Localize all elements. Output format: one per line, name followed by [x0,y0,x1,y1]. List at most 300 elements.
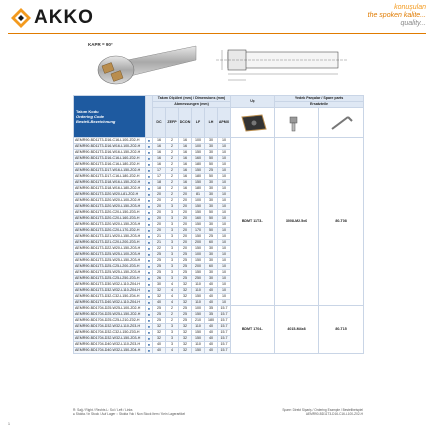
dimension-cell: 32 [179,300,192,306]
dimension-cell: 50 [205,174,218,180]
dimension-cell: 17 [153,174,166,180]
dimension-cell: 30 [205,270,218,276]
stock-dot-icon: ● [146,306,153,312]
dimension-cell: 30 [205,198,218,204]
dimension-cell: 30 [205,246,218,252]
dimension-cell: 22 [153,246,166,252]
col-header: APMX [218,108,231,138]
dimension-cell: 3 [166,336,179,342]
dimension-cell: 17 [153,168,166,174]
dimension-cell: 210 [192,318,205,324]
dimension-cell: 32 [179,342,192,348]
dimension-cell: 150 [192,168,205,174]
dimension-cell: 150 [192,222,205,228]
dimension-cell: 150 [192,348,205,354]
dimension-cell: 50 [205,210,218,216]
ordering-code-cell: AEMR90-BD11T3-D21-W20-L150-Z03-H [74,234,146,240]
ordering-code-cell: AEMR90-BD11T3-D32-W32-L110-Z04-H [74,288,146,294]
tool-photo [88,40,198,92]
dimension-cell: 30 [205,252,218,258]
dimension-cell: 50 [205,228,218,234]
dimension-cell: 2 [166,138,179,144]
col-header: DCON [179,108,192,138]
dimension-cell: 4 [166,288,179,294]
dimension-cell: 10 [218,294,231,300]
stock-dot-icon: ● [146,252,153,258]
dimension-cell: 10 [218,252,231,258]
ordering-code-en: Ordering Code [76,114,105,119]
dimension-cell: 16 [179,174,192,180]
dimension-cell: 150 [192,210,205,216]
header-divider [8,33,426,34]
dimension-cell: 10 [218,204,231,210]
dimension-cell: 16 [179,180,192,186]
dimension-cell: 16 [153,150,166,156]
dimension-cell: 20 [179,198,192,204]
dimension-cell: 150 [192,258,205,264]
col-header: DC [153,108,166,138]
screw-icon [280,113,314,133]
stock-dot-icon: ● [146,312,153,318]
ordering-code-cell: AEMR90-BD11T3-D16-C16-L180-Z02-H [74,162,146,168]
stock-dot-icon: ● [146,216,153,222]
dimension-cell: 150 [192,150,205,156]
dimension-cell: 16 [179,186,192,192]
dimension-cell: 40 [205,330,218,336]
ordering-code-cell: AEMR90-BD1704-D40-W32-L110-Z03-H [74,342,146,348]
dimension-cell: 3 [166,252,179,258]
footer-right-2: AEMR90-BD11T3-D16-C16-L100-Z02-H [305,412,363,416]
dimension-cell: 10 [218,216,231,222]
dimension-cell: 160 [192,156,205,162]
dimension-cell: 16 [179,168,192,174]
dimension-cell: 3 [166,228,179,234]
dimension-cell: 20 [179,228,192,234]
dimension-cell: 21 [153,240,166,246]
dimension-cell: 32 [179,336,192,342]
stock-dot-icon: ● [146,198,153,204]
ordering-code-cell: AEMR90-BD11T3-D22-W20-L150-Z03-H [74,246,146,252]
ordering-code-cell: AEMR90-BD11T3-D25-W25-L100-Z03-H [74,252,146,258]
dimension-cell: 25 [153,318,166,324]
ordering-code-cell: AEMR90-BD11T3-D18-W16-L150-Z02-H [74,180,146,186]
kapr-label: KAPR = 90° [88,42,113,47]
dimension-cell: 20 [179,216,192,222]
dimension-cell: 200 [192,264,205,270]
table-body [74,138,364,354]
dimension-cell: 10 [218,192,231,198]
insert-image-cell [231,108,275,138]
dimension-cell: 30 [205,276,218,282]
dimension-cell: 30 [205,138,218,144]
group1-insert-cell: BDMT 11T3.. [231,138,275,306]
dimension-cell: 40 [153,348,166,354]
stock-dot-icon: ● [146,168,153,174]
stock-dot-icon: ● [146,294,153,300]
dimension-cell: 3 [166,216,179,222]
dimension-cell: 100 [192,306,205,312]
dimension-cell: 10 [218,156,231,162]
dimension-cell: 32 [153,288,166,294]
dimension-cell: 16 [153,138,166,144]
dimension-cell: 40 [153,342,166,348]
stock-dot-icon: ● [146,234,153,240]
dimension-cell: 100 [192,198,205,204]
ordering-code-cell: AEMR90-BD11T3-D20-W20-L150-Z03-H [74,222,146,228]
footer [73,408,363,416]
dimension-cell: 25 [179,318,192,324]
ordering-code-cell: AEMR90-BD11T3-D16-W16-L100-Z02-H [74,144,146,150]
stock-dot-icon: ● [146,276,153,282]
dimension-cell: 32 [179,324,192,330]
screw-image-cell [275,108,319,138]
stock-dot-icon: ● [146,222,153,228]
dimension-cell: 20 [179,192,192,198]
dimension-cell: 200 [192,240,205,246]
dimension-cell: 25 [205,168,218,174]
dimension-cell: 100 [192,138,205,144]
dimension-cell: 10 [218,276,231,282]
group2-insert-cell: BDMT 1704.. [231,306,275,354]
dimension-cell: 20 [179,222,192,228]
dimension-cell: 25 [179,252,192,258]
dimension-cell: 15.7 [218,348,231,354]
dimension-cell: 2 [166,162,179,168]
ordering-code-cell: AEMR90-BD11T3-D17-W16-L150-Z02-H [74,168,146,174]
technical-drawing [208,38,358,90]
dimension-cell: 2 [166,198,179,204]
dimension-cell: 32 [153,336,166,342]
dimension-cell: 160 [192,216,205,222]
dimension-cell: 26 [153,276,166,282]
stock-dot-icon: ● [146,258,153,264]
dimension-cell: 18 [153,180,166,186]
dimension-cell: 3 [166,264,179,270]
dimension-cell: 25 [153,306,166,312]
dimension-cell: 20 [179,246,192,252]
stock-dot-icon: ● [146,318,153,324]
stock-dot-icon: ● [146,144,153,150]
dimension-cell: 10 [218,270,231,276]
dimension-cell: 3 [166,234,179,240]
dimension-cell: 3 [166,222,179,228]
dimension-cell: 15.7 [218,306,231,312]
dimension-cell: 30 [205,144,218,150]
dimension-cell: 2 [166,168,179,174]
dims-header: Takım Ölçüleri (mm) / Dimensions (mm) [153,96,231,102]
dimension-cell: 10 [218,288,231,294]
dimension-cell: 3 [166,324,179,330]
logo-text: AKKO [34,7,94,28]
col-header: ZEFP [166,108,179,138]
dimension-cell: 40 [205,336,218,342]
slogan-line-3: quality... [400,20,426,27]
stock-dot-icon: ● [146,264,153,270]
dimension-cell: 150 [192,204,205,210]
dimension-cell: 21 [153,234,166,240]
stock-dot-icon: ● [146,282,153,288]
dimension-cell: 250 [192,276,205,282]
stock-dot-icon: ● [146,192,153,198]
dimension-cell: 32 [179,288,192,294]
stock-dot-icon: ● [146,348,153,354]
dimension-cell: 16 [179,162,192,168]
dimension-cell: 180 [205,318,218,324]
dimension-cell: 16 [179,156,192,162]
dimension-cell: 40 [205,288,218,294]
dimension-cell: 20 [153,222,166,228]
ordering-code-cell: AEMR90-BD11T3-D25-W25-L150-Z03-H [74,258,146,264]
dimension-cell: 10 [218,264,231,270]
dimension-cell: 3 [166,210,179,216]
dimension-cell: 15.7 [218,330,231,336]
ordering-code-de: Bestell-Bezeichnung [76,119,116,124]
torx-key-icon [324,113,358,133]
ordering-code-cell: AEMR90-BD11T3-D25-C25-L200-Z03-H [74,264,146,270]
dimension-cell: 32 [179,294,192,300]
footer-left-2: ● Stokta / In Stock / Auf Lager ○ Stokta Yok / Non Stock Item / Kein Lagerartikel [73,412,186,416]
ordering-code-cell: AEMR90-BD11T3-D18-W16-L180-Z02-H [74,186,146,192]
dimension-cell: 16 [179,150,192,156]
slogan-line-2: the spoken kalite... [367,12,426,19]
stock-dot-icon: ● [146,174,153,180]
slogan [368,4,426,28]
dimension-cell: 150 [192,180,205,186]
dimension-cell: 50 [205,216,218,222]
dimension-cell: 20 [179,204,192,210]
dimension-cell: 16 [179,144,192,150]
stock-dot-icon: ● [146,228,153,234]
dimension-cell: 25 [153,264,166,270]
dimension-cell: 30 [205,204,218,210]
dims-header-de: Abmessungen (mm) [153,102,231,108]
stock-dot-icon: ● [146,342,153,348]
footer-left-1: R: Sağ / Right / Rechts L: Sol / Left / Links [73,408,133,412]
group2-screw-cell: 4015-M4x8 [275,306,319,354]
dimension-cell: 4 [166,300,179,306]
dimension-cell: 30 [205,180,218,186]
ordering-code-cell: AEMR90-BD11T3-D25-W25-L150-Z03-H [74,270,146,276]
dimension-cell: 20 [153,210,166,216]
stock-dot-icon: ● [146,180,153,186]
ordering-code-cell: AEMR90-BD1704-D32-C32-L150-Z03-H [74,330,146,336]
dimension-cell: 10 [218,300,231,306]
dimension-cell: 3 [166,204,179,210]
dimension-cell: 32 [153,330,166,336]
dimension-cell: 150 [192,270,205,276]
dimension-cell: 40 [153,300,166,306]
dimension-cell: 20 [179,234,192,240]
dimension-cell: 2 [166,312,179,318]
stock-dot-icon: ● [146,186,153,192]
stock-dot-icon: ● [146,240,153,246]
ordering-code-cell: AEMR90-BD1704-D32-W32-L150-Z03-H [74,336,146,342]
stock-dot-icon: ● [146,288,153,294]
dimension-cell: 10 [218,186,231,192]
ordering-code-cell: AEMR90-BD11T3-D20-C20-L170-Z02-H [74,228,146,234]
spares-header: Yedek Parçalar / Spare parts [275,96,364,102]
dimension-cell: 15.7 [218,312,231,318]
dimension-cell: 30 [205,222,218,228]
dimension-cell: 4 [166,348,179,354]
stock-dot-icon: ● [146,246,153,252]
dimension-cell: 20 [153,216,166,222]
dimension-cell: 3 [166,342,179,348]
ordering-code-cell: AEMR90-BD11T3-D30-W32-L110-Z04-H [74,282,146,288]
dimension-cell: 30 [205,186,218,192]
dimension-cell: 32 [179,348,192,354]
ordering-code-cell: AEMR90-BD11T3-D16-C16-L160-Z02-H [74,156,146,162]
stock-dot-icon: ● [146,324,153,330]
insert-icon [236,113,270,133]
spares-header-de: Ersatzteile [275,102,364,108]
stock-dot-icon: ● [146,336,153,342]
dimension-cell: 10 [218,228,231,234]
dimension-cell: 10 [218,198,231,204]
dimension-cell: 3 [166,246,179,252]
ordering-code-cell: AEMR90-BD1704-D40-W32-L150-Z04-H [74,348,146,354]
ordering-code-cell: AEMR90-BD11T3-D25-C25-L250-Z03-H [74,276,146,282]
dimension-cell: 30 [205,150,218,156]
dimension-cell: 25 [153,258,166,264]
dimension-cell: 16 [153,162,166,168]
dimension-cell: 10 [218,240,231,246]
dimension-cell: 10 [218,282,231,288]
dimension-cell: 180 [192,186,205,192]
dimension-cell: 16 [179,138,192,144]
dimension-cell: 30 [205,258,218,264]
dimension-cell: 20 [179,240,192,246]
ordering-code-cell: AEMR90-BD1704-D32-W32-L110-Z03-H [74,324,146,330]
dimension-cell: 25 [179,306,192,312]
dimension-cell: 20 [179,210,192,216]
ordering-code-cell: AEMR90-BD11T3-D32-C32-L150-Z04-H [74,294,146,300]
ordering-code-cell: AEMR90-BD11T3-D40-W32-L110-Z04-H [74,300,146,306]
product-table [73,95,363,405]
ordering-code-cell: AEMR90-BD11T3-D20-C20-L160-Z03-H [74,216,146,222]
dimension-cell: 25 [179,258,192,264]
dimension-cell: 35 [205,306,218,312]
stock-dot-icon: ● [146,156,153,162]
dimension-cell: 180 [192,162,205,168]
dimension-cell: 25 [153,270,166,276]
dimension-cell: 2 [166,318,179,324]
dimension-cell: 18 [153,186,166,192]
dimension-cell: 2 [166,174,179,180]
dimension-cell: 40 [205,294,218,300]
dimension-cell: 16 [153,144,166,150]
dimension-cell: 110 [192,342,205,348]
dimension-cell: 32 [179,282,192,288]
dimension-cell: 25 [179,270,192,276]
dimension-cell: 25 [179,264,192,270]
ordering-code-cell: AEMR90-BD11T3-D17-C16-L180-Z02-H [74,174,146,180]
dimension-cell: 30 [153,282,166,288]
ordering-code-cell: AEMR90-BD11T3-D16-C16-L100-Z02-H [74,138,146,144]
col-header: LH [205,108,218,138]
dimension-cell: 2 [166,150,179,156]
dimension-cell: 10 [218,210,231,216]
dimension-cell: 150 [192,336,205,342]
dimension-cell: 15.7 [218,336,231,342]
slogan-line-1: konuşulan [394,4,426,11]
dimension-cell: 10 [218,150,231,156]
dimension-cell: 2 [166,192,179,198]
dimension-cell: 30 [205,192,218,198]
insert-header: Uç [231,96,275,108]
dimension-cell: 20 [153,192,166,198]
dimension-cell: 3 [166,330,179,336]
dimension-cell: 3 [166,276,179,282]
dimension-cell: 110 [192,282,205,288]
ordering-code-cell: AEMR90-BD1704-D25-W25-L150-Z02-H [74,312,146,318]
dimension-cell: 180 [192,174,205,180]
dimension-cell: 10 [218,258,231,264]
dimension-cell: 10 [218,138,231,144]
dimension-cell: 3 [166,270,179,276]
dimension-cell: 150 [192,312,205,318]
ordering-code-title: Takım Kodu [76,109,99,114]
dimension-cell: 2 [166,156,179,162]
dimension-cell: 50 [205,156,218,162]
dimension-cell: 150 [192,234,205,240]
ordering-code-cell: AEMR90-BD11T3-D20-W20-L150-Z03-H [74,204,146,210]
dimension-cell: 15.7 [218,342,231,348]
logo-mark-icon [10,7,32,29]
dimension-cell: 10 [218,222,231,228]
akko-logo [10,6,94,30]
dimension-cell: 10 [218,246,231,252]
dimension-cell: 3 [166,258,179,264]
dimension-cell: 2 [166,306,179,312]
dimension-cell: 40 [205,324,218,330]
dimension-cell: 25 [153,252,166,258]
dimension-cell: 81 [192,192,205,198]
dimension-cell: 50 [205,162,218,168]
key-image-cell [319,108,364,138]
ordering-code-cell: AEMR90-BD1704-D25-W25-L100-Z02-H [74,306,146,312]
stock-dot-icon: ● [146,300,153,306]
dimension-cell: 2 [166,144,179,150]
ordering-code-cell: AEMR90-BD11T3-D21-C20-L200-Z03-H [74,240,146,246]
stock-dot-icon: ● [146,204,153,210]
dimension-cell: 60 [205,264,218,270]
dimension-cell: 110 [192,288,205,294]
dimension-cell: 40 [205,348,218,354]
dimension-cell: 25 [179,312,192,318]
dimension-cell: 40 [205,342,218,348]
dimension-cell: 10 [218,174,231,180]
dimension-cell: 110 [192,324,205,330]
dimension-cell: 4 [166,294,179,300]
footer-right-1: Spare: Direkt Sipariş / Ordering Example / Bestellbeispiel [282,408,363,412]
dimension-cell: 10 [218,144,231,150]
dimension-cell: 2 [166,180,179,186]
dimension-cell: 40 [205,282,218,288]
dimension-cell: 10 [218,168,231,174]
dimension-cell: 100 [192,144,205,150]
stock-dot-icon: ● [146,150,153,156]
dimension-cell: 110 [192,300,205,306]
group1-screw-cell: 3008-M2.5x6 [275,138,319,306]
dimension-cell: 16 [153,156,166,162]
ordering-code-cell: AEMR90-BD11T3-D20-W20-L81-Z02-H [74,192,146,198]
dimension-cell: 170 [192,228,205,234]
dimension-cell: 4 [166,282,179,288]
dimension-cell: 15.7 [218,318,231,324]
dimension-cell: 32 [153,294,166,300]
stock-dot-icon: ● [146,210,153,216]
